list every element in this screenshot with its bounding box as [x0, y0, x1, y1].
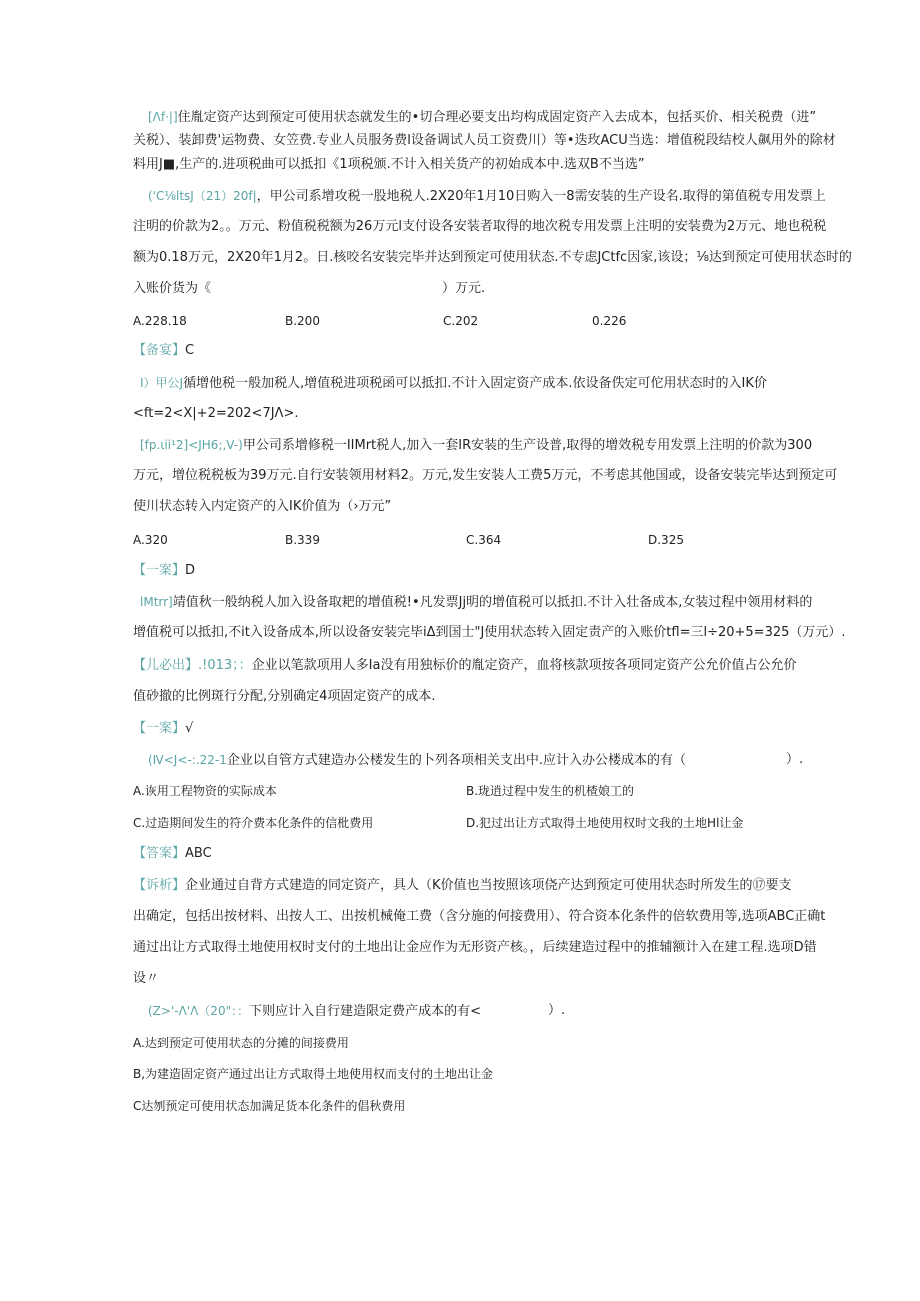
q5-analysis-line-2: 出确定，包括出按材料、出按人工、出按机械俺工费（含分施的何接费用）、符合资本化条件的倍软费用等,选项ABC正确t — [133, 909, 826, 924]
q2-line-1 — [148, 186, 826, 206]
q3-line-3: 使川状态转入内定资产的入IK价值为（›万元” — [133, 499, 392, 514]
q4-answer-label: 【一案】 — [133, 721, 186, 736]
q2-line-3: 额为0.18万元，2X20年1月2。日.核咬名安装完毕并达到预定可使用状态.不专虑JCtfc因家,该设；⅛达到预定可使用状态时的 — [133, 250, 852, 265]
q1-text-1: 住胤定资产达到预定可使用状态就发生的•切合理必要支出均构成固定资产入去成本，包括买价、相关税费（进” — [177, 110, 817, 125]
q3-analysis-line-2: 增值税可以抵扣,不it入设备成本,所以设备安装完毕iΔ到国士"J使用状态转入固定责产的入账价tfl=三l÷20+5=325（万元）. — [133, 625, 846, 640]
q5-analysis-line-4: 设〃 — [133, 971, 160, 986]
q6-tag: (Z>'-Λ'Λ（20"：： — [148, 1004, 250, 1018]
q3-answer — [133, 561, 195, 581]
q1-line-2: 关税）、装卸费'运物费、女笠费.专业人员服务费l设备调试人员工资费川）等•迭玫ACU当选：增值税段结校人飙用外的除材 — [133, 133, 836, 148]
q4-line-1 — [133, 656, 796, 676]
q4-answer — [133, 719, 193, 739]
q2-option-b: B.200 — [285, 314, 320, 328]
q3-option-d: D.325 — [648, 533, 684, 547]
q3-line-2: 万元，增位税税板为39万元.自行安装领用材料2。万元,发生安装人工费5万元，不考虑其他国或，设备安装完毕达到预定可 — [133, 468, 838, 483]
q2-tag: ('C⅛ltsJ（21）20f| — [148, 189, 257, 203]
q2-answer-label: 【备宴】 — [133, 343, 186, 358]
q3-tag: [fp.ιii¹2]<JH6;,V-) — [140, 438, 243, 452]
q2-line-2: 注明的价款为2。。万元、粉值税税额为26万元l支付设各安装者取得的地次税专用发票上注明的安装费为2万元、地也税税 — [133, 219, 827, 234]
q3-answer-label: 【一案】 — [133, 563, 186, 578]
q5-answer-label: 【答案】 — [133, 846, 186, 861]
q3-analysis-line-1 — [140, 592, 812, 612]
q5-answer-value: ABC — [185, 846, 212, 861]
q2-option-d: 0.226 — [592, 314, 627, 328]
q5-analysis-line-1 — [133, 876, 792, 896]
q2-text-1: ，甲公司系增攻税一股地税人.2X20年1月10日购入一8需安装的生产设名.取得的第值税专用发票上 — [256, 189, 826, 204]
q4-answer-value: √ — [185, 721, 194, 736]
q2-line-4-right: ）万元. — [442, 281, 486, 296]
q5-analysis-tag: 【诉析】 — [133, 878, 186, 893]
q1-tag: [Λf·|] — [148, 110, 178, 124]
q6-option-a: A.达到预定可使用状态的分摊的间接费用 — [133, 1036, 349, 1050]
q6-text-1: 下则应计入自行建造限定费产成本的有< — [249, 1004, 481, 1019]
q2-analysis-line-2: <ft=2<X|+2=202<7JΛ>. — [133, 406, 299, 421]
q1-line-3: 料用J■,生产的.进项税曲可以抵扣《1项税颁.不计入相关货产的初始成本中.选双B不当选” — [133, 157, 645, 172]
q3-option-b: B.339 — [285, 533, 320, 547]
q6-option-b: B,为建造固定资产通过出让方式取得土地使用权而支付的土地出让金 — [133, 1067, 494, 1081]
q5-line-1 — [148, 750, 686, 770]
q5-text-1: 企业以自管方式建造办公楼发生的卜列各项相关支出中.应计入办公楼成本的有（ — [226, 753, 686, 768]
q2-line-4-left: 入账价货为《 — [133, 281, 212, 296]
q5-tag: (Ⅳ<J<-:.22-1 — [148, 753, 227, 767]
q3-option-a: A.320 — [133, 533, 168, 547]
q2-analysis-tag: I）甲公J — [140, 376, 184, 390]
q5-option-c: C.过造期间发生的符介费本化条件的信枇费用 — [133, 816, 374, 830]
q4-line-2: 值砂撤的比例斑行分配,分别确定4项固定资产的成本. — [133, 689, 436, 704]
q6-line-1-right: ）. — [548, 1003, 566, 1018]
q2-analysis-text-1: 循增他税一般加税人,增值税进项税函可以抵扣.不计入固定资产成本.依设备佚定可佗用状态时的入IK价 — [183, 376, 767, 391]
q5-analysis-text-1: 企业通过自背方式建造的同定资产，具人（K价值也当按照该项侥产达到预定可使用状态时所发生的⑰要支 — [185, 878, 792, 893]
q5-option-d: D.犯过出让方式取得土地使用权时文我的土地Hl让金 — [466, 816, 744, 830]
q4-tag: 【儿必出】.!013；： — [133, 658, 252, 673]
q3-option-c: C.364 — [466, 533, 502, 547]
q5-analysis-line-3: 通过出让方式取得土地使用权时支付的土地出让金应作为无形资产核。，后续建造过程中的推辅额计入在建工程.选项D错 — [133, 940, 817, 955]
q4-text-1: 企业以笔款项用人多Ia没有用独标价的胤定资产，血将核款项按各项同定资产公允价值占公允价 — [251, 658, 797, 673]
q2-answer-value: C — [185, 343, 195, 358]
q5-line-1-right: ）. — [786, 752, 804, 767]
q3-text-1: 甲公司系增修税一IIMrt税人,加入一套IR安装的生产设普,取得的增效税专用发票上注明的价款为300 — [242, 438, 813, 453]
q3-analysis-text-1: 靖值秋一般纳税人加入设备取耙的增值税!•凡发票Jj明的增值税可以抵扣.不计入壮备成本,女装过程中领用材料的 — [172, 595, 813, 610]
q3-line-1 — [140, 435, 812, 455]
q2-analysis-line-1 — [140, 373, 767, 393]
q5-answer — [133, 844, 212, 864]
q2-answer — [133, 341, 194, 361]
q6-line-1 — [148, 1001, 481, 1021]
q5-option-a: A.诙用工程物资的实际成本 — [133, 784, 277, 798]
q3-analysis-tag: lMtrr] — [140, 595, 173, 609]
q2-option-c: C.202 — [443, 314, 479, 328]
q3-answer-value: D — [185, 563, 196, 578]
q1-line-1 — [148, 107, 816, 127]
q2-option-a: A.228.18 — [133, 314, 187, 328]
q6-option-c: C达刎预定可使用状态加满足货本化条件的倡秋费用 — [133, 1099, 406, 1113]
q5-option-b: B.珑逍过程中发生的机楂娘工的 — [466, 784, 635, 798]
